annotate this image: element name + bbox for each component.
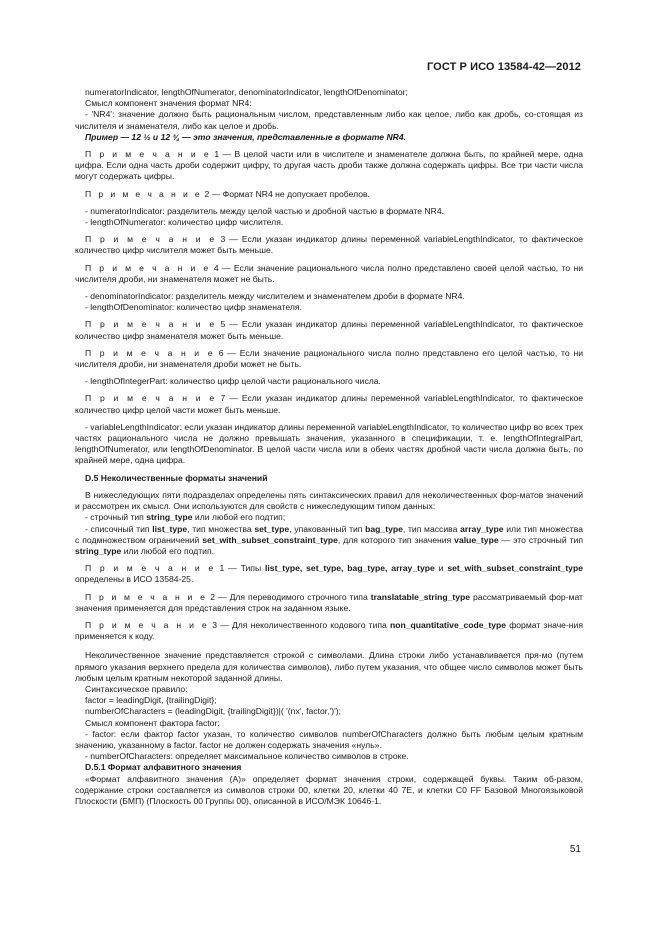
- paragraph-text: 5 — Если указан индикатор длины переменной variableLengthIndicator, то фактическое количество цифр знаменателя может быть меньше.: [75, 319, 583, 341]
- note-label: П р и м е ч а н и е: [85, 393, 217, 404]
- paragraph-text: numberOfCharacters = (leadingDigit, {trailingDigit})|( '(nx', factor,')');: [85, 706, 341, 717]
- paragraph: [75, 149, 583, 183]
- paragraph: [75, 109, 583, 131]
- paragraph-text: 1 — Типы list_type, set_type, bag_type, array_type и set_with_subset_constraint_type определены в ИСО 13584-25.: [75, 563, 583, 585]
- paragraph-text: «Формат алфавитного значения (A)» определяет формат значения строки, содержащей буквы. Таким об-разом, содержание строки составляется из символов строки 00, клетки 20, клетки 40 7E, и клетки C0 FF Базовой Многоязыковой Плоскости (БМП) (Плоскость 00 Группы 00), описанной в ИСО/МЭК 10646-1.: [75, 773, 583, 806]
- paragraph: [75, 132, 583, 143]
- paragraph: [75, 751, 583, 762]
- note-label: П р и м е ч а н и е: [85, 563, 216, 574]
- paragraph: [75, 217, 583, 228]
- paragraph-text: 3 — Для неколичественного кодового типа non_quantitative_code_type формат значе-ния применяется к коду.: [75, 619, 584, 642]
- paragraph-text: factor = leadingDigit, {trailingDigit};: [85, 695, 217, 706]
- paragraph-text: Смысл компонент значения формат NR4:: [85, 98, 252, 109]
- paragraph-text: 2 — Для переводимого строчного типа translatable_string_type рассматриваемый фор-мат значения применяется для представления строк на заданном языке.: [75, 591, 583, 613]
- paragraph: [75, 376, 583, 387]
- note-label: П р и м е ч а н и е: [85, 262, 211, 273]
- note-label: П р и м е ч а н и е: [85, 149, 212, 160]
- paragraph: [75, 620, 583, 642]
- paragraph-text: - списочный тип list_type, тип множества set_type, упакованный тип bag_type, тип массива array_type или тип множества с подмножеством ограничений set_with_subset_constraint_type, для которого тип значения value_type — это строчный тип string_type или любой его подтип.: [75, 523, 583, 556]
- paragraph-text: 3 — Если указан индикатор длины переменной variableLengthIndicator, то фактическое количество цифр числителя может быть меньше.: [75, 234, 583, 256]
- note-label: П р и м е ч а н и е: [85, 347, 215, 358]
- paragraph: [75, 729, 583, 751]
- document-body: [75, 87, 583, 807]
- note-label: П р и м е ч а н и е: [85, 591, 208, 602]
- paragraph: [75, 706, 583, 717]
- paragraph: [75, 718, 583, 729]
- paragraph: [75, 512, 583, 523]
- paragraph-text: 6 — Если значение рационального числа полно представлено его целой частью, то ни числителя дроби, ни знаменателя дроби может не быть.: [75, 347, 583, 370]
- standard-header: ГОСТ Р ИСО 13584-42—2012: [426, 61, 581, 73]
- paragraph: [75, 490, 583, 512]
- paragraph-text: - numeratorIndicator: разделитель между целой частью и дробной частью в формате NR4.: [85, 205, 445, 216]
- paragraph-text: numeratorIndicator, lengthOfNumerator, denominatorIndicator, lengthOfDenominator;: [85, 87, 408, 97]
- note-label: П р и м е ч а н и е: [85, 188, 203, 199]
- paragraph-text: 2 — Формат NR4 не допускает пробелов.: [204, 188, 370, 199]
- paragraph-text: - variableLengthIndicator: если указан индикатор длины переменной variableLengthIndicator, то количество цифр во всех трех частях рационального числа не должно превышать значения, указанного в спецификации, т. е. lengthOfIntegralPart, lengthOfNumerator, или lengthOfDenominator. В целой части числа или в обеих частях дробной части числа должна быть, по крайней мере, одна цифра.: [75, 421, 583, 466]
- paragraph: [75, 87, 583, 98]
- paragraph-text: Неколичественное значение представляется строкой с символами. Длина строки либо устанавливается пря-мо (путем прямого указания верхнего предела для количества символов), либо путем указания, что общее число символов может быть любым целым кратным некоторой заданной длины.: [75, 650, 583, 683]
- paragraph: [75, 206, 583, 217]
- paragraph: [75, 189, 583, 200]
- paragraph-text: 1 — В целой части или в числителе и знаменателе должна быть, по крайней мере, одна цифра. Если одна часть дроби содержит цифру, то другая часть дроби также должна содержать цифры. Все три части числа могут содержать цифры.: [75, 149, 583, 182]
- note-label: П р и м е ч а н и е: [85, 319, 217, 330]
- paragraph: [75, 319, 583, 341]
- paragraph-text: 7 — Если указан индикатор длины переменной variableLengthIndicator, то фактическое количество цифр целой части может быть меньше.: [75, 393, 583, 415]
- page-number: 51: [569, 844, 581, 855]
- paragraph: [75, 592, 583, 614]
- paragraph-text: - denominatorIndicator: разделитель между числителем и знаменателем дроби в формате NR4.: [85, 291, 465, 302]
- paragraph-text: В нижеследующих пяти подразделах определены пять синтаксических правил для неколичественных фор-матов значений и рассмотрен их смысл. Они используются для свойств с нижеследующим типом данных:: [75, 489, 583, 512]
- paragraph-text: - lengthOfIntegerPart: количество цифр целой части рационального числа.: [85, 376, 381, 387]
- section-heading: [75, 473, 583, 484]
- paragraph-text: 4 — Если значение рационального числа полно представлено своей целой частью, то ни числителя дроби, ни знаменателя может не быть.: [75, 262, 583, 284]
- paragraph: [75, 98, 583, 109]
- paragraph-text: D.5 Неколичественные форматы значений: [85, 472, 268, 483]
- paragraph: [75, 524, 583, 558]
- paragraph: [75, 650, 583, 684]
- paragraph-text: Смысл компонент фактора factor:: [85, 717, 220, 728]
- paragraph: [75, 563, 583, 585]
- paragraph: [75, 684, 583, 695]
- note-label: П р и м е ч а н и е: [85, 619, 210, 630]
- paragraph: [75, 695, 583, 706]
- paragraph-text: - numberOfCharacters: определяет максимальное количество символов в строке.: [85, 751, 409, 762]
- paragraph: [75, 393, 583, 415]
- paragraph: [75, 422, 583, 467]
- section-heading: [75, 762, 583, 773]
- paragraph-text: - factor: если фактор factor указан, то количество символов numberOfCharacters должно быть любым целым кратным значению, указанному в factor. factor не должен содержать значения «нуль».: [75, 728, 583, 750]
- paragraph: [75, 302, 583, 313]
- paragraph-text: D.5.1 Формат алфавитного значения: [85, 762, 242, 773]
- paragraph-text: Синтаксическое правило:: [85, 683, 188, 694]
- paragraph-text: - lengthOfNumerator: количество цифр числителя.: [85, 217, 284, 228]
- paragraph: [75, 291, 583, 302]
- paragraph-text: - 'NR4': значение должно быть рациональным числом, представленным либо как целое, либо как дробь, со-стоящая из числителя и знаменателя, либо как целое и дробь.: [75, 109, 583, 131]
- paragraph: [75, 348, 583, 370]
- paragraph-text: - строчный тип string_type или любой его подтип;: [85, 512, 286, 523]
- paragraph: [75, 263, 583, 285]
- paragraph: [75, 774, 583, 808]
- paragraph-text: - lengthOfDenominator: количество цифр знаменателя.: [85, 302, 302, 313]
- note-label: П р и м е ч а н и е: [85, 234, 217, 245]
- paragraph-text: Пример — 12 ½ и 12 ¾ — это значения, представленные в формате NR4.: [85, 131, 407, 142]
- paragraph: [75, 234, 583, 256]
